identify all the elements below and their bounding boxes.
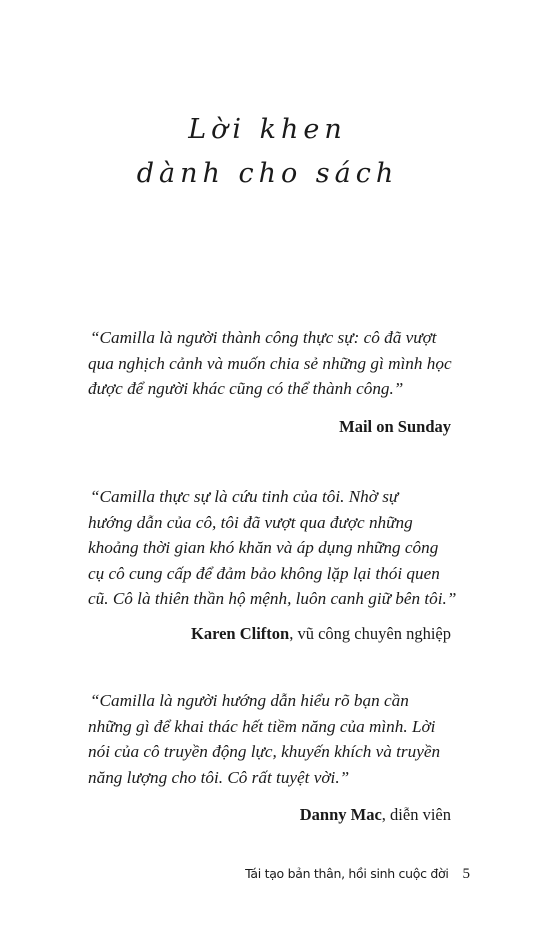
quote-line: khoảng thời gian khó khăn và áp dụng những công xyxy=(88,538,439,557)
page-title xyxy=(0,108,535,196)
quote-line: cụ cô cung cấp để đảm bảo không lặp lại thói quen xyxy=(88,563,440,583)
testimonial-danny-mac xyxy=(88,688,451,827)
testimonial-attribution xyxy=(88,803,451,827)
quote-line: qua nghịch cảnh và muốn chia sẻ những gì mình học xyxy=(88,353,452,373)
testimonial-attribution xyxy=(88,622,451,646)
quote-line: “Camilla là người thành công thực sự: cô đã vượt xyxy=(90,328,437,347)
quote-line: hướng dẫn của cô, tôi đã vượt qua được những xyxy=(88,512,413,532)
running-footer-book-title: Tái tạo bản thân, hồi sinh cuộc đời xyxy=(245,866,449,881)
attribution-role: , diễn viên xyxy=(381,805,451,824)
attribution-name: Mail on Sunday xyxy=(339,416,451,436)
quote-line: được để người khác cũng có thể thành công.” xyxy=(88,379,404,398)
attribution-name: Danny Mac xyxy=(299,805,382,824)
testimonial-quote xyxy=(88,484,457,612)
testimonial-karen-clifton xyxy=(88,484,457,646)
quote-line: “Camilla thực sự là cứu tinh của tôi. Nhờ sự xyxy=(90,487,399,506)
title-line-2: dành cho sách xyxy=(136,158,399,189)
quote-line: những gì để khai thác hết tiềm năng của mình. Lời xyxy=(88,716,436,736)
title-line-1: Lời khen xyxy=(188,114,347,145)
attribution-role: , vũ công chuyên nghiệp xyxy=(289,623,451,643)
testimonial-quote xyxy=(88,688,451,790)
quote-line: nói của cô truyền động lực, khuyến khích và truyền xyxy=(88,742,441,761)
quote-line: năng lượng cho tôi. Cô rất tuyệt vời.” xyxy=(88,767,350,787)
testimonial-mail-on-sunday xyxy=(88,325,451,439)
page-footer xyxy=(0,866,470,883)
testimonial-attribution xyxy=(88,415,451,439)
testimonial-quote xyxy=(88,325,451,402)
quote-line: “Camilla là người hướng dẫn hiểu rõ bạn cần xyxy=(90,691,409,710)
page-number: 5 xyxy=(462,866,470,882)
attribution-name: Karen Clifton xyxy=(190,623,290,643)
quote-line: cũ. Cô là thiên thần hộ mệnh, luôn canh giữ bên tôi.” xyxy=(88,589,457,608)
